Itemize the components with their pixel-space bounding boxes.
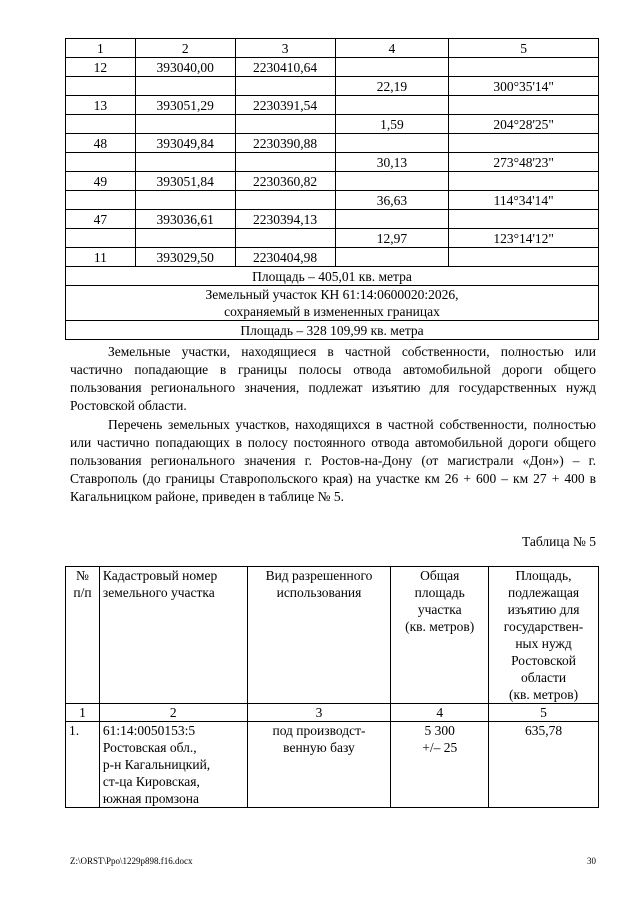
distance: 30,13 [335, 153, 449, 172]
coord-y: 2230394,13 [235, 210, 335, 229]
file-path: Z:\ORST\Ppo\1229p898.f16.docx [70, 856, 193, 866]
area-row [66, 321, 599, 340]
cadastral-line: южная промзона [102, 791, 200, 806]
point-number [66, 191, 136, 210]
point-number: 12 [66, 58, 136, 77]
distance [335, 58, 449, 77]
header-line: Общая [420, 568, 460, 583]
table-header-row [66, 567, 599, 704]
paragraph: Земельные участки, находящиеся в частной собственности, полностью или частично попадающие в границы полосы отвода автомобильной дороги общего пользования регионального значения, подлежат изъятию для государственных нужд Ростовской области. [70, 344, 596, 413]
distance [335, 210, 449, 229]
bearing [449, 96, 599, 115]
bearing [449, 210, 599, 229]
distance [335, 96, 449, 115]
usage-cell [247, 722, 391, 808]
distance [335, 248, 449, 267]
coord-x: 393051,84 [135, 172, 235, 191]
parcel-description [66, 286, 599, 321]
bearing: 300°35'14" [449, 77, 599, 96]
header-seized-area [489, 567, 599, 704]
coord-x [135, 77, 235, 96]
area-row [66, 267, 599, 286]
header-line: земельного участка [102, 585, 215, 600]
cadastral-line: Ростовская обл., [102, 740, 197, 755]
header-line: изъятию для [507, 602, 580, 617]
bearing: 204°28'25" [449, 115, 599, 134]
header-cadastral [99, 567, 247, 704]
bearing [449, 172, 599, 191]
total-area-line: 5 300 [424, 723, 455, 738]
point-number [66, 229, 136, 248]
header-line: Кадастровый номер [102, 568, 218, 583]
header-line: государствен- [503, 619, 584, 634]
distance: 1,59 [335, 115, 449, 134]
cadastral-cell [99, 722, 247, 808]
cadastral-line: р-н Кагальницкий, [102, 757, 211, 772]
coord-x: 393051,29 [135, 96, 235, 115]
header-line: участка [417, 602, 462, 617]
coord-x [135, 191, 235, 210]
header-line: Ростовской [511, 653, 576, 668]
header-cell: 3 [235, 39, 335, 58]
coord-y [235, 229, 335, 248]
header-line: п/п [73, 585, 92, 600]
area-total: Площадь – 328 109,99 кв. метра [66, 321, 599, 340]
table-row [66, 229, 599, 248]
coord-y [235, 115, 335, 134]
column-number: 4 [391, 704, 489, 722]
coord-y: 2230390,88 [235, 134, 335, 153]
header-cell: 1 [66, 39, 136, 58]
bearing: 114°34'14" [449, 191, 599, 210]
coord-x: 393029,50 [135, 248, 235, 267]
header-cell: 2 [135, 39, 235, 58]
parcels-table [65, 566, 599, 808]
column-number: 1 [66, 704, 100, 722]
table-row [66, 191, 599, 210]
coord-y: 2230404,98 [235, 248, 335, 267]
bearing: 273°48'23" [449, 153, 599, 172]
header-number [66, 567, 100, 704]
coordinates-table [65, 38, 599, 340]
coord-y [235, 191, 335, 210]
bearing: 123°14'12" [449, 229, 599, 248]
header-line: подлежащая [507, 585, 580, 600]
table-row [66, 58, 599, 77]
usage-line: венную базу [283, 740, 355, 755]
point-number: 49 [66, 172, 136, 191]
point-number: 47 [66, 210, 136, 229]
parcel-row [66, 286, 599, 321]
usage-line: под производст- [272, 723, 366, 738]
area-total: Площадь – 405,01 кв. метра [66, 267, 599, 286]
coord-x: 393040,00 [135, 58, 235, 77]
column-number: 2 [99, 704, 247, 722]
distance: 22,19 [335, 77, 449, 96]
coord-y [235, 153, 335, 172]
table-row [66, 96, 599, 115]
point-number [66, 153, 136, 172]
cadastral-line: ст-ца Кировская, [102, 774, 200, 789]
column-number-row [66, 704, 599, 722]
table-header-row [66, 39, 599, 58]
page-number: 30 [587, 856, 596, 866]
header-line: площадь [414, 585, 465, 600]
header-line: Площадь, [515, 568, 572, 583]
header-line: (кв. метров) [405, 619, 475, 634]
coord-x [135, 153, 235, 172]
header-cell: 4 [335, 39, 449, 58]
column-number: 5 [489, 704, 599, 722]
coord-x: 393036,61 [135, 210, 235, 229]
point-number [66, 77, 136, 96]
point-number: 11 [66, 248, 136, 267]
point-number: 13 [66, 96, 136, 115]
table-row [66, 722, 599, 808]
table-row [66, 153, 599, 172]
distance: 12,97 [335, 229, 449, 248]
coord-y: 2230410,64 [235, 58, 335, 77]
distance: 36,63 [335, 191, 449, 210]
total-area-line: +/– 25 [422, 740, 458, 755]
total-area-cell [391, 722, 489, 808]
column-number: 3 [247, 704, 391, 722]
table-row [66, 248, 599, 267]
table-row [66, 134, 599, 153]
bearing [449, 58, 599, 77]
header-usage [247, 567, 391, 704]
table-row [66, 172, 599, 191]
header-total-area [391, 567, 489, 704]
seized-area-cell: 635,78 [489, 722, 599, 808]
point-number [66, 115, 136, 134]
table-row [66, 115, 599, 134]
cadastral-line: 61:14:0050153:5 [102, 723, 196, 738]
bearing [449, 248, 599, 267]
coord-y [235, 77, 335, 96]
header-line: № [76, 568, 89, 583]
coord-x [135, 115, 235, 134]
distance [335, 134, 449, 153]
coord-x: 393049,84 [135, 134, 235, 153]
distance [335, 172, 449, 191]
parcel-line: Земельный участок КН 61:14:0600020:2026, [205, 287, 459, 302]
bearing [449, 134, 599, 153]
header-cell: 5 [449, 39, 599, 58]
parcel-line: сохраняемый в измененных границах [224, 304, 440, 319]
header-line: области [520, 670, 567, 685]
row-number: 1. [66, 722, 100, 808]
point-number: 48 [66, 134, 136, 153]
coord-y: 2230391,54 [235, 96, 335, 115]
table-row [66, 210, 599, 229]
coord-y: 2230360,82 [235, 172, 335, 191]
coord-x [135, 229, 235, 248]
header-line: Вид разрешенного [265, 568, 373, 583]
paragraph: Перечень земельных участков, находящихся в частной собственности, полностью или частично попадающих в полосу постоянного отвода автомобильной дороги общего пользования регионального значения г. Ростов-на-Дону (от магистрали «Дон») – г. Ставрополь (до границы Ставропольского края) на участке км 26 + 600 – км 27 + 400 в Кагальницком районе, приведен в таблице № 5. [70, 417, 596, 504]
header-line: использования [276, 585, 362, 600]
header-line: ных нужд [515, 636, 572, 651]
table-caption: Таблица № 5 [522, 534, 596, 549]
table-row [66, 77, 599, 96]
header-line: (кв. метров) [508, 687, 579, 702]
